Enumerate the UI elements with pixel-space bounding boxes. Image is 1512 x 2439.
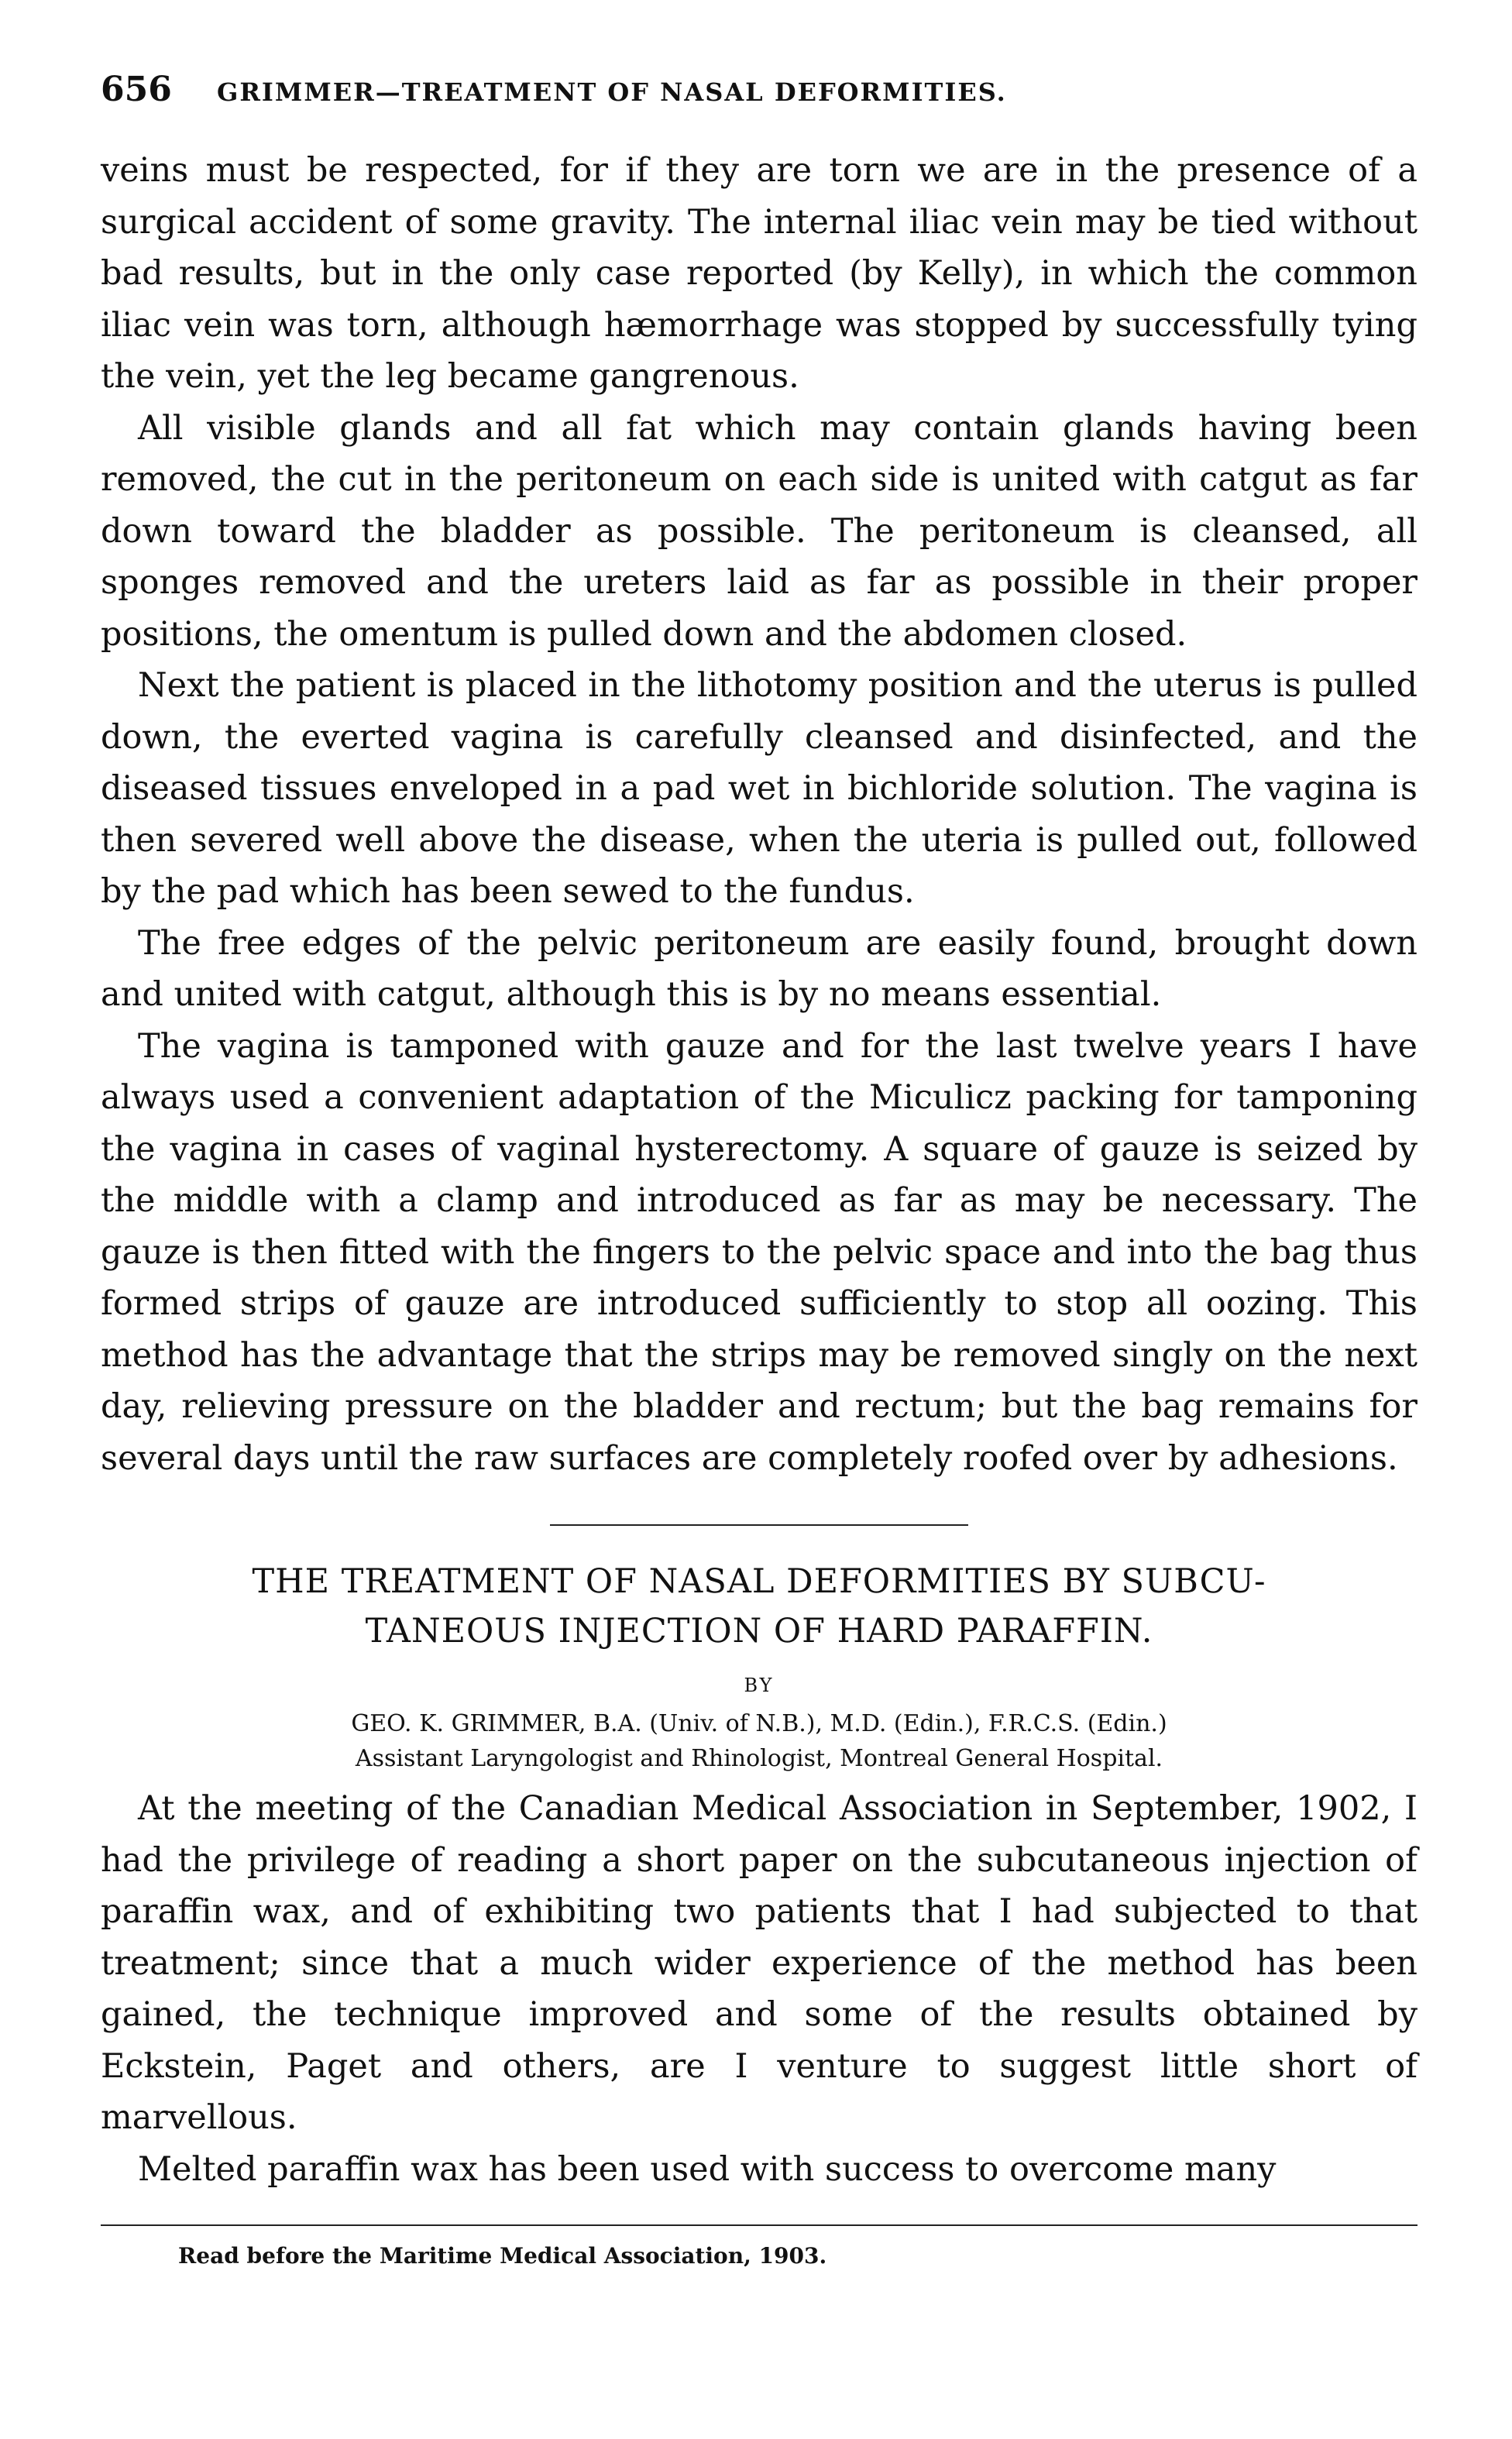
footnote: Read before the Maritime Medical Association, 1903.	[178, 2243, 827, 2269]
article-title-line-2: TANEOUS INJECTION OF HARD PARAFFIN.	[365, 1612, 1153, 1651]
page	[101, 70, 1418, 2269]
section-divider	[550, 1524, 968, 1526]
paragraph: veins must be respected, for if they are torn we are in the presence of a surgical accident of some gravity. The internal iliac vein may be tied without bad results, but in the only case reported (by Kelly), in which the common iliac vein was torn, although hæmorrhage was stopped by successfully tying the vein, yet the leg became gangrenous.	[101, 151, 1418, 396]
paragraph: The vagina is tamponed with gauze and for the last twelve years I have always used a convenient adaptation of the Miculicz packing for tamponing the vagina in cases of vaginal hysterectomy. A square of gauze is seized by the middle with a clamp and introduced as far as may be necessary. The gauze is then fitted with the fingers to the pelvic space and into the bag thus formed strips of gauze are introduced sufficiently to stop all oozing. This method has the advantage that the strips may be removed singly on the next day, relieving pressure on the bladder and rectum; but the bag remains for several days until the raw surfaces are completely roofed over by adhesions.	[101, 1026, 1418, 1478]
footnote-rule	[101, 2224, 1418, 2226]
article-text	[101, 1783, 1418, 2195]
paragraph: The free edges of the pelvic peritoneum are easily found, brought down and united with catgut, although this is by no means essential.	[101, 923, 1418, 1014]
author: GEO. K. GRIMMER, B.A. (Univ. of N.B.), M.D. (Edin.), F.R.C.S. (Edin.)	[351, 1710, 1167, 1737]
author-affiliation: Assistant Laryngologist and Rhinologist, Montreal General Hospital.	[355, 1745, 1163, 1772]
article-title-line-1: THE TREATMENT OF NASAL DEFORMITIES BY SUBCU-	[252, 1562, 1266, 1601]
article-heading	[101, 1557, 1418, 1772]
running-title: GRIMMER—TREATMENT OF NASAL DEFORMITIES.	[217, 77, 1007, 107]
paragraph: Melted paraffin wax has been used with success to overcome many	[138, 2149, 1277, 2189]
paragraph: At the meeting of the Canadian Medical Association in September, 1902, I had the privilege of reading a short paper on the subcutaneous injection of paraffin wax, and of exhibiting two patients that I had subjected to that treatment; since that a much wider experience of the method has been gained, the technique improved and some of the results obtained by Eckstein, Paget and others, are I venture to suggest little short of marvellous.	[101, 1789, 1418, 2137]
byline-by: BY	[744, 1675, 775, 1696]
paragraph: All visible glands and all fat which may contain glands having been removed, the cut in the peritoneum on each side is united with catgut as far down toward the bladder as possible. The peritoneum is cleansed, all sponges removed and the ureters laid as far as possible in their proper positions, the omentum is pulled down and the abdomen closed.	[101, 408, 1418, 654]
paragraph: Next the patient is placed in the lithotomy position and the uterus is pulled down, the everted vagina is carefully cleansed and disinfected, and the diseased tissues enveloped in a pad wet in bichloride solution. The vagina is then severed well above the disease, when the uteria is pulled out, followed by the pad which has been sewed to the fundus.	[101, 666, 1418, 911]
running-header	[101, 70, 1418, 109]
page-number: 656	[101, 70, 172, 109]
previous-article-text	[101, 145, 1418, 1484]
